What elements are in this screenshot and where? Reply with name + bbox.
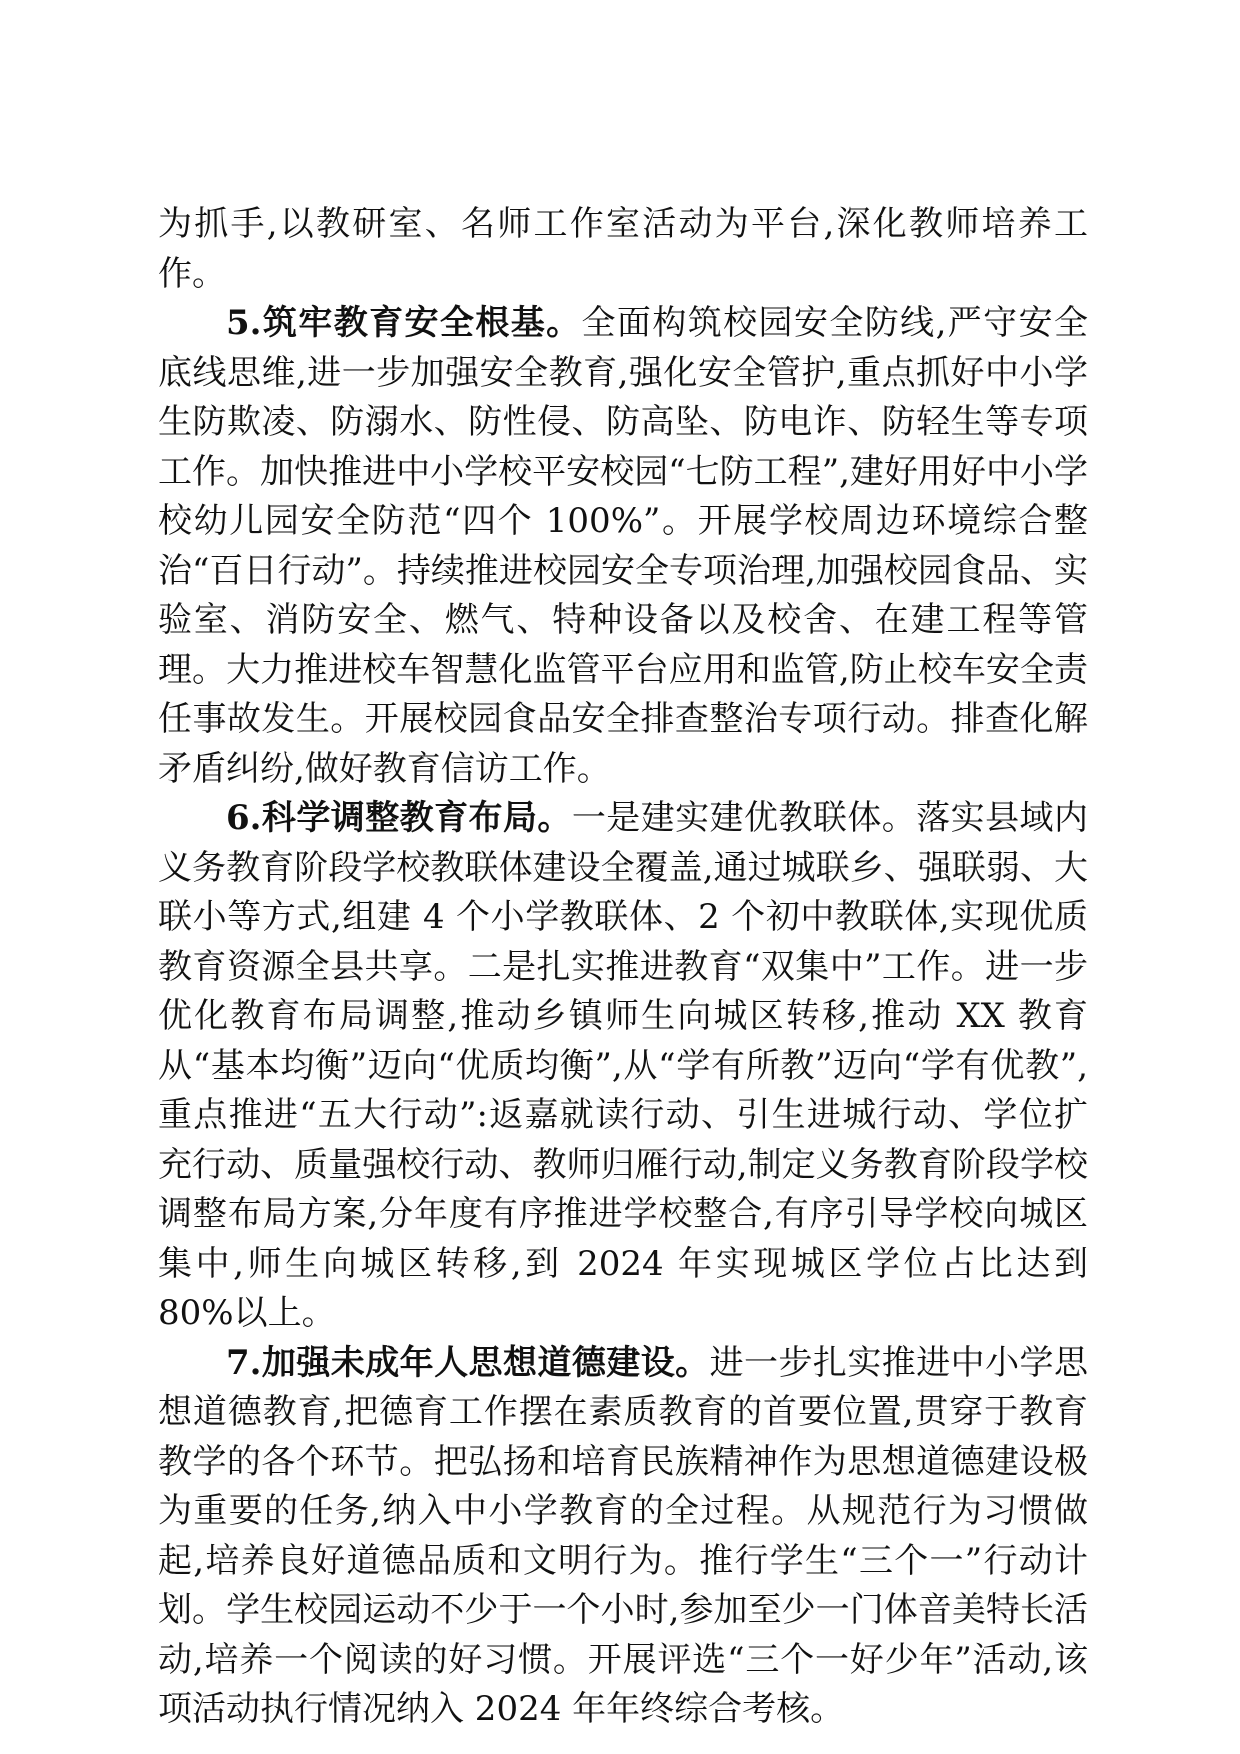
section-7-heading: 7.加强未成年人思想道德建设。 — [226, 1342, 710, 1383]
section-5-heading: 5.筑牢教育安全根基。 — [226, 303, 582, 343]
section-6-heading: 6.科学调整教育布局。 — [226, 798, 572, 838]
section-5-body: 全面构筑校园安全防线,严守安全底线思维,进一步加强安全教育,强化安全管护,重点抓好中小学生防欺凌、防溺水、防性侵、防高坠、防电诈、防轻生等专项工作。加快推进中小学校平安校园“七防工程”,建好用好中小学校幼儿园安全防范“四个 100%”。开展学校周边环境综合整治“百日行动”。持续推进校园安全专项治理,加强校园食品、实验室、消防安全、燃气、特种设备以及校舍、在建工程等管理。大力推进校车智慧化监管平台应用和监管,防止校车安全责任事故发生。开展校园食品安全排查整治专项行动。排查化解矛盾纠纷,做好教育信访工作。 — [158, 303, 1088, 789]
section-6-body: 一是建实建优教联体。落实县域内义务教育阶段学校教联体建设全覆盖,通过城联乡、强联弱、大联小等方式,组建 4 个小学教联体、2 个初中教联体,实现优质教育资源全县共享。二是扎实推进教育“双集中”工作。进一步优化教育布局调整,推动乡镇师生向城区转移,推动 XX 教育从“基本均衡”迈向“优质均衡”,从“学有所教”迈向“学有优教”,重点推进“五大行动”:返嘉就读行动、引生进城行动、学位扩充行动、质量强校行动、教师归雁行动,制定义务教育阶段学校调整布局方案,分年度有序推进学校整合,有序引导学校向城区集中,师生向城区转移,到 2024 年实现城区学位占比达到 80%以上。 — [158, 798, 1088, 1333]
section-5-paragraph — [158, 299, 1088, 794]
document-page — [158, 200, 1088, 1735]
section-7-body: 进一步扎实推进中小学思想道德教育,把德育工作摆在素质教育的首要位置,贯穿于教育教学的各个环节。把弘扬和培育民族精神作为思想道德建设极为重要的任务,纳入中小学教育的全过程。从规范行为习惯做起,培养良好道德品质和文明行为。推行学生“三个一”行动计划。学生校园运动不少于一个小时,参加至少一门体音美特长活动,培养一个阅读的好习惯。开展评选“三个一好少年”活动,该项活动执行情况纳入 2024 年年终综合考核。 — [158, 1342, 1088, 1729]
section-7-paragraph — [158, 1339, 1088, 1735]
continuation-paragraph: 为抓手,以教研室、名师工作室活动为平台,深化教师培养工作。 — [158, 204, 1088, 294]
section-6-paragraph — [158, 794, 1088, 1339]
